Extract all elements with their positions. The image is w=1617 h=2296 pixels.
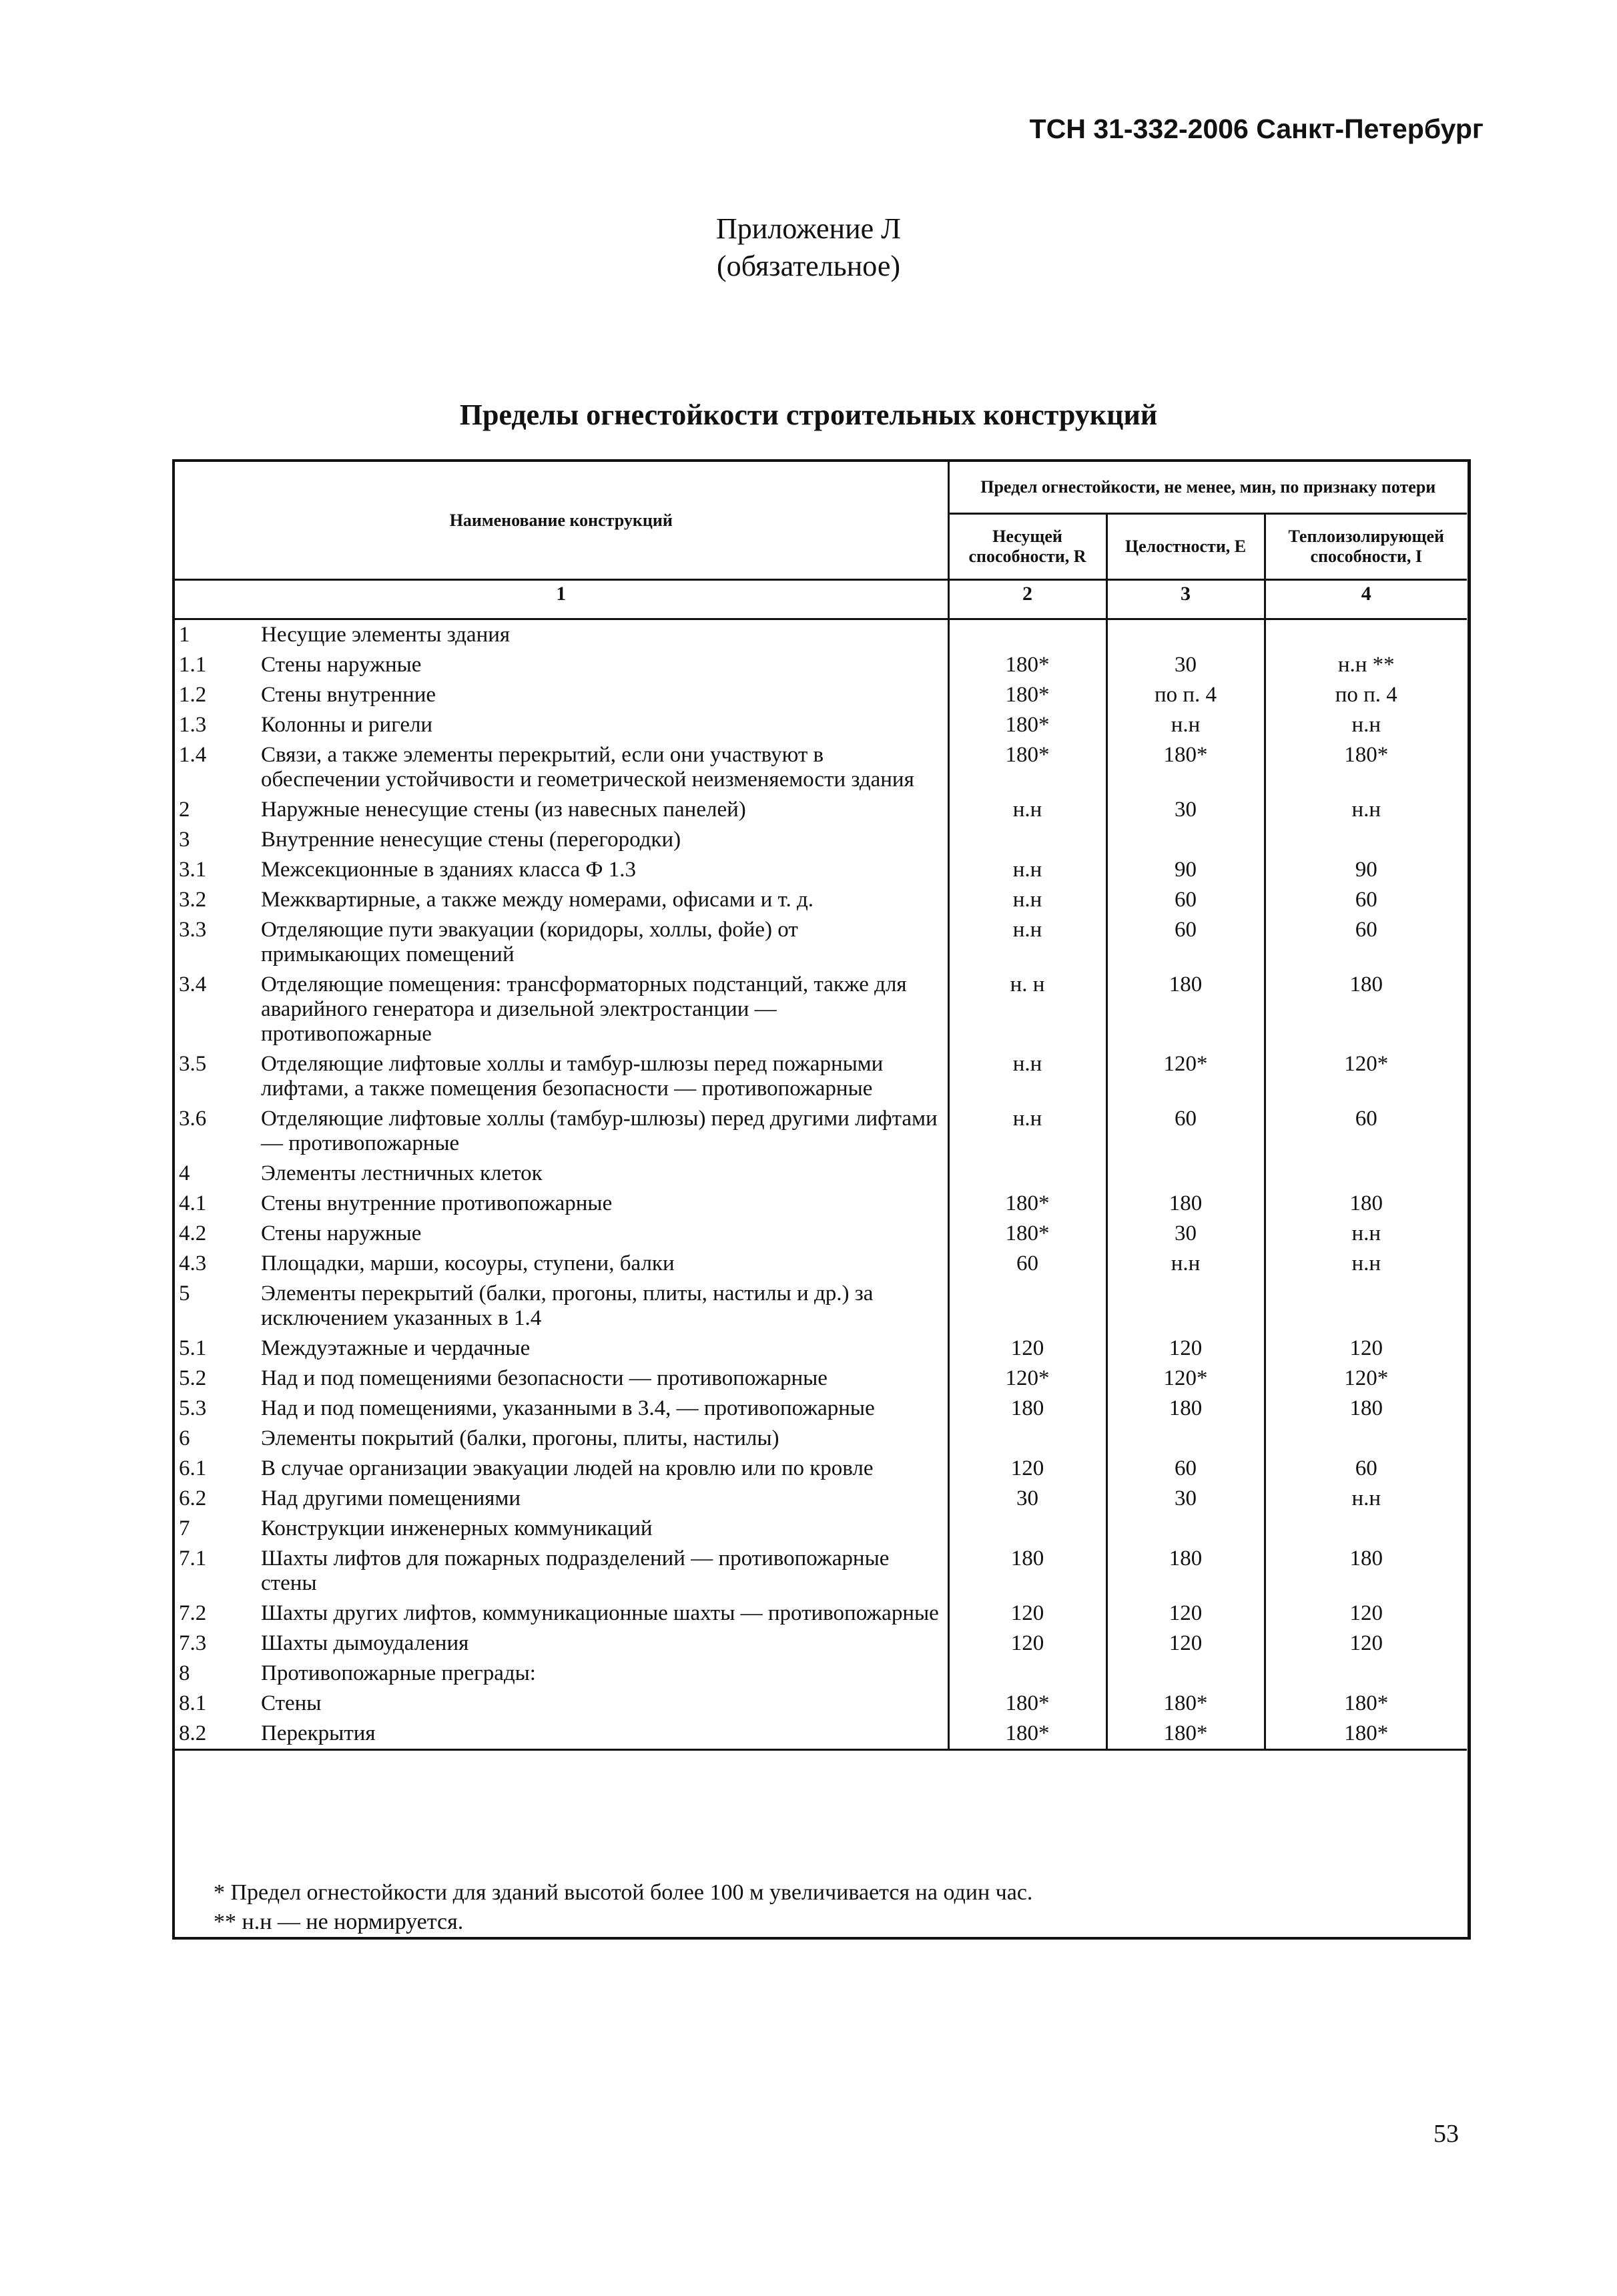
value-e: 120 [1106, 1334, 1265, 1364]
value-r: н.н [948, 915, 1106, 970]
table-row [175, 740, 1467, 795]
value-i: н.н ** [1337, 653, 1395, 677]
value-e: 30 [1106, 650, 1265, 680]
value-r: н.н [948, 795, 1106, 825]
row-number: 7.2 [179, 1601, 207, 1625]
table-row [175, 970, 1467, 1049]
row-name: Отделяющие помещения: трансформаторных подстанций, также для аварийного генератора и дизельной электростанции — противопожарные [260, 970, 948, 1049]
row-name: Стены внутренние противопожарные [260, 1189, 948, 1219]
table-row [175, 680, 1467, 710]
value-r: 180 [948, 1394, 1106, 1424]
value-e [1106, 825, 1265, 855]
table-row [175, 855, 1467, 885]
value-r [948, 1159, 1106, 1189]
value-r: 180 [948, 1544, 1106, 1599]
value-i: 180 [1349, 1396, 1383, 1420]
value-r: 180* [948, 650, 1106, 680]
appendix-heading [0, 210, 1617, 285]
value-i: 60 [1355, 888, 1377, 912]
value-e: 60 [1106, 885, 1265, 915]
value-r: 120 [948, 1454, 1106, 1484]
row-number: 8.1 [179, 1691, 207, 1715]
row-name: Стены наружные [260, 1219, 948, 1249]
table-row [175, 1219, 1467, 1249]
appendix-title: Приложение Л [716, 212, 901, 245]
table-row [175, 1159, 1467, 1189]
table-body [175, 619, 1467, 1750]
table-row [175, 1189, 1467, 1219]
value-i: н.н [1351, 1251, 1381, 1275]
row-number: 3.5 [179, 1052, 207, 1076]
value-r: 180* [948, 680, 1106, 710]
value-e: 180* [1106, 1689, 1265, 1719]
value-r: 180* [948, 740, 1106, 795]
table-row [175, 1279, 1467, 1334]
table-row [175, 795, 1467, 825]
row-name: Шахты других лифтов, коммуникационные шахты — противопожарные [260, 1599, 948, 1629]
value-e: 180* [1106, 1719, 1265, 1750]
value-e [1106, 1659, 1265, 1689]
row-name: Колонны и ригели [260, 710, 948, 740]
column-number-2: 2 [948, 580, 1106, 619]
row-number: 5 [179, 1281, 190, 1306]
row-name: Шахты дымоудаления [260, 1629, 948, 1659]
table-row [175, 1544, 1467, 1599]
value-r: н. н [948, 970, 1106, 1049]
table-row [175, 1394, 1467, 1424]
column-number-4: 4 [1265, 580, 1467, 619]
table-row [175, 1514, 1467, 1544]
row-name: Элементы перекрытий (балки, прогоны, плиты, настилы и др.) за исключением указанных в 1.4 [260, 1279, 948, 1334]
row-number: 5.2 [179, 1366, 207, 1390]
value-i: н.н [1351, 1221, 1381, 1245]
row-name: Стены наружные [260, 650, 948, 680]
row-number: 1 [179, 623, 190, 647]
value-e: 60 [1106, 915, 1265, 970]
value-e [1106, 1424, 1265, 1454]
value-i [1265, 1159, 1467, 1189]
value-e [1106, 619, 1265, 651]
value-r: 120 [948, 1334, 1106, 1364]
table-row [175, 1249, 1467, 1279]
footnote-asterisk: * Предел огнестойкости для зданий высотой более 100 м увеличивается на один час. [214, 1880, 1033, 1905]
value-e: 90 [1106, 855, 1265, 885]
row-number: 4 [179, 1161, 190, 1185]
fire-resistance-table [175, 462, 1467, 1751]
row-number: 3.4 [179, 972, 207, 996]
value-e: 30 [1106, 1219, 1265, 1249]
column-header-e: Целостности, E [1106, 514, 1265, 580]
column-number-1: 1 [175, 580, 948, 619]
row-name: Противопожарные преграды: [260, 1659, 948, 1689]
row-name: Перекрытия [260, 1719, 948, 1750]
row-name: Междуэтажные и чердачные [260, 1334, 948, 1364]
row-number: 8 [179, 1661, 190, 1685]
row-name: Несущие элементы здания [260, 619, 948, 651]
column-header-i: Теплоизолирующей способности, I [1288, 527, 1444, 566]
column-header-name: Наименование конструкций [175, 462, 948, 580]
value-r [948, 619, 1106, 651]
value-r: 120* [948, 1364, 1106, 1394]
value-e: 60 [1106, 1104, 1265, 1159]
value-r: н.н [948, 1104, 1106, 1159]
footnote-double-asterisk: ** н.н — не нормируется. [214, 1910, 464, 1934]
row-number: 1.4 [179, 743, 207, 767]
value-i: 180 [1349, 972, 1383, 996]
value-r: н.н [948, 885, 1106, 915]
value-r [948, 1514, 1106, 1544]
row-name: Над и под помещениями безопасности — противопожарные [260, 1364, 948, 1394]
row-number: 7.3 [179, 1631, 207, 1655]
value-i: 90 [1355, 858, 1377, 882]
table-row [175, 1424, 1467, 1454]
table-row [175, 1334, 1467, 1364]
value-i: 60 [1355, 918, 1377, 942]
value-e: 120 [1106, 1599, 1265, 1629]
table-row [175, 1629, 1467, 1659]
value-i: 120* [1344, 1052, 1389, 1076]
value-i: 60 [1355, 1456, 1377, 1480]
row-name: Элементы покрытий (балки, прогоны, плиты, настилы) [260, 1424, 948, 1454]
table-row [175, 1659, 1467, 1689]
value-i: 120 [1349, 1631, 1383, 1655]
table-row [175, 1484, 1467, 1514]
value-e: 180 [1106, 1394, 1265, 1424]
value-i: 180* [1265, 1719, 1467, 1750]
value-i: 120 [1349, 1601, 1383, 1625]
value-r [948, 1279, 1106, 1334]
page-number: 53 [1433, 2120, 1459, 2148]
row-number: 1.2 [179, 683, 207, 707]
row-number: 3.2 [179, 888, 207, 912]
table-row [175, 710, 1467, 740]
value-r: 30 [948, 1484, 1106, 1514]
row-name: Отделяющие лифтовые холлы и тамбур-шлюзы перед пожарными лифтами, а также помещения безопасности — противопожарные [260, 1049, 948, 1104]
value-i: 180* [1344, 743, 1389, 767]
value-r: 180* [948, 1189, 1106, 1219]
table-row [175, 1454, 1467, 1484]
table-row [175, 825, 1467, 855]
table-row [175, 1719, 1467, 1750]
row-name: Шахты лифтов для пожарных подразделений — противопожарные стены [260, 1544, 948, 1599]
value-e: 30 [1106, 1484, 1265, 1514]
value-r: 180* [948, 1689, 1106, 1719]
value-e: н.н [1106, 1249, 1265, 1279]
row-number: 4.1 [179, 1191, 207, 1215]
value-e: 120 [1106, 1629, 1265, 1659]
value-i [1265, 1279, 1467, 1334]
row-name: Конструкции инженерных коммуникаций [260, 1514, 948, 1544]
row-number: 5.3 [179, 1396, 207, 1420]
row-name: Стены внутренние [260, 680, 948, 710]
row-number: 2 [179, 798, 190, 822]
row-number: 4.2 [179, 1221, 207, 1245]
table-row [175, 915, 1467, 970]
value-e [1106, 1279, 1265, 1334]
row-number: 3 [179, 828, 190, 852]
value-i: 120 [1349, 1336, 1383, 1360]
table-row [175, 1599, 1467, 1629]
document-code-header: ТСН 31-332-2006 Санкт-Петербург [1029, 113, 1484, 144]
row-name: Связи, а также элементы перекрытий, если они участвуют в обеспечении устойчивости и геометрической неизменяемости здания [260, 740, 948, 795]
value-i [1265, 1424, 1467, 1454]
value-i: н.н [1351, 1486, 1381, 1510]
value-i [1265, 619, 1467, 651]
value-e: 120* [1106, 1049, 1265, 1104]
table-title: Пределы огнестойкости строительных конструкций [459, 398, 1158, 431]
table-row [175, 885, 1467, 915]
value-i: 180* [1344, 1691, 1389, 1715]
appendix-status: (обязательное) [717, 250, 900, 282]
row-name: В случае организации эвакуации людей на кровлю или по кровле [260, 1454, 948, 1484]
table-row [175, 1364, 1467, 1394]
row-number: 8.2 [175, 1719, 260, 1750]
row-number: 5.1 [179, 1336, 207, 1360]
row-name: Наружные ненесущие стены (из навесных панелей) [260, 795, 948, 825]
row-name: Межквартирные, а также между номерами, офисами и т. д. [260, 885, 948, 915]
row-name: Над другими помещениями [260, 1484, 948, 1514]
value-r: 180* [948, 1719, 1106, 1750]
value-e: 180 [1106, 1189, 1265, 1219]
row-number: 1.1 [179, 653, 207, 677]
row-name: Над и под помещениями, указанными в 3.4, — противопожарные [260, 1394, 948, 1424]
row-number: 6.2 [179, 1486, 207, 1510]
value-e: 180 [1106, 1544, 1265, 1599]
value-e: 30 [1106, 795, 1265, 825]
value-r [948, 1659, 1106, 1689]
table-row [175, 1689, 1467, 1719]
value-r: 180* [948, 710, 1106, 740]
value-i: 180 [1349, 1546, 1383, 1570]
value-r: 120 [948, 1599, 1106, 1629]
value-i: 60 [1355, 1107, 1377, 1131]
column-header-group: Предел огнестойкости, не менее, мин, по признаку потери [948, 462, 1467, 514]
value-e: 180* [1106, 740, 1265, 795]
table-row [175, 1049, 1467, 1104]
row-name: Отделяющие пути эвакуации (коридоры, холлы, фойе) от примыкающих помещений [260, 915, 948, 970]
row-number: 7 [179, 1516, 190, 1540]
row-name: Отделяющие лифтовые холлы (тамбур-шлюзы) перед другими лифтами — противопожарные [260, 1104, 948, 1159]
value-i [1265, 1659, 1467, 1689]
value-i: 120* [1344, 1366, 1389, 1390]
value-e: 60 [1106, 1454, 1265, 1484]
value-r: н.н [948, 855, 1106, 885]
value-i: н.н [1351, 713, 1381, 737]
row-name: Элементы лестничных клеток [260, 1159, 948, 1189]
row-number: 6 [179, 1426, 190, 1450]
row-number: 4.3 [179, 1251, 207, 1275]
footnotes [214, 1878, 1032, 1937]
value-r: 180* [948, 1219, 1106, 1249]
row-number: 1.3 [179, 713, 207, 737]
table-row [175, 650, 1467, 680]
value-e [1106, 1159, 1265, 1189]
column-number-3: 3 [1106, 580, 1265, 619]
value-r: н.н [948, 1049, 1106, 1104]
value-e [1106, 1514, 1265, 1544]
table-row [175, 1104, 1467, 1159]
value-e: 180 [1106, 970, 1265, 1049]
value-i [1265, 1514, 1467, 1544]
value-e: по п. 4 [1106, 680, 1265, 710]
table-row [175, 619, 1467, 651]
row-number: 3.1 [179, 858, 207, 882]
row-name: Стены [260, 1689, 948, 1719]
value-i: н.н [1351, 798, 1381, 822]
value-r [948, 1424, 1106, 1454]
row-number: 3.3 [179, 918, 207, 942]
row-name: Межсекционные в зданиях класса Ф 1.3 [260, 855, 948, 885]
value-r: 120 [948, 1629, 1106, 1659]
value-r [948, 825, 1106, 855]
value-i [1265, 825, 1467, 855]
column-header-r: Несущей способности, R [948, 514, 1106, 580]
row-number: 3.6 [179, 1107, 207, 1131]
value-i: по п. 4 [1335, 683, 1397, 707]
row-name: Внутренние ненесущие стены (перегородки) [260, 825, 948, 855]
row-number: 6.1 [179, 1456, 207, 1480]
value-e: 120* [1106, 1364, 1265, 1394]
value-i: 180 [1349, 1191, 1383, 1215]
value-r: 60 [948, 1249, 1106, 1279]
row-number: 7.1 [179, 1546, 207, 1570]
row-name: Площадки, марши, косоуры, ступени, балки [260, 1249, 948, 1279]
value-e: н.н [1106, 710, 1265, 740]
